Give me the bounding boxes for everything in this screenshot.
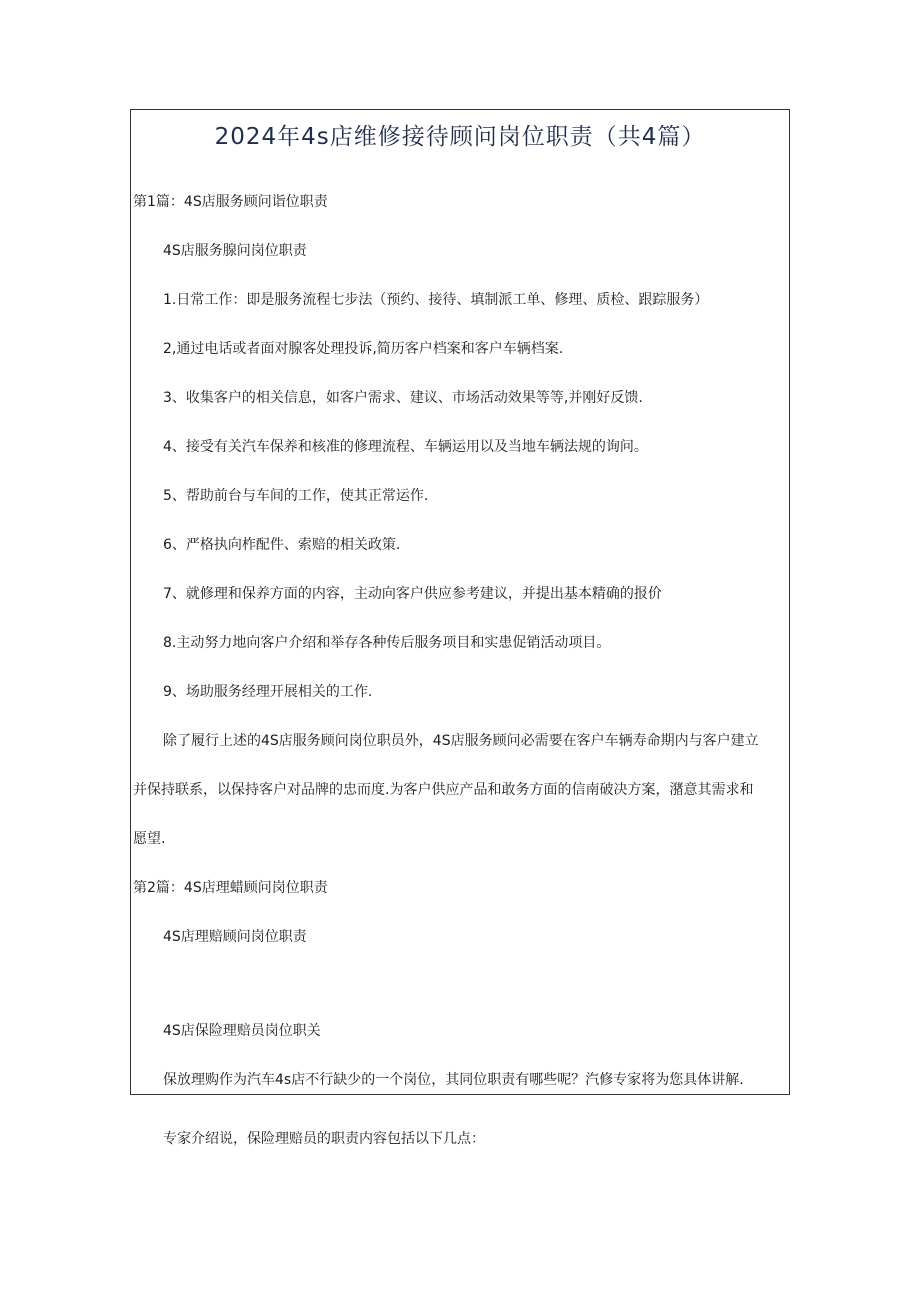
section1-subheading: 4S店服务腺问岗位职责	[163, 243, 307, 259]
document-title: 2024年4s店维修接待顾问岗位职责（共4篇）	[214, 124, 706, 150]
list-item: 7、就修理和保养方面的内容，主动向客户供应参考建议，并提出基本精确的报价	[163, 586, 662, 602]
section2-subheading-2: 4S店保险理赔员岗位职关	[163, 1023, 321, 1039]
list-item: 6、严格执向柞配件、索赔的相关政策.	[163, 537, 401, 553]
summary-line: 愿望.	[133, 831, 166, 847]
list-item: 5、帮助前台与车间的工作，使其正常运作.	[163, 488, 429, 504]
section2-heading: 第2篇：4S店理蜡顾问岗位职责	[133, 880, 328, 896]
list-item: 4、接受有关汽车保养和核准的修理流程、车辆运用以及当地车辆法规的询问。	[163, 439, 648, 455]
list-item: 1.日常工作：即是服务流程七步法（预约、接待、填制派工单、修理、质检、跟踪服务）	[163, 292, 709, 308]
section1-heading: 第1篇：4S店服务顾问诣位职责	[133, 194, 328, 210]
section2-subheading: 4S店理赔顾问岗位职责	[163, 929, 307, 945]
list-item: 9、场助服务经理开展相关的工作.	[163, 684, 373, 700]
summary-line: 并保持联系，以保持客户对品牌的忠而度.为客户供应产品和敢务方面的信南破决方案，潴意其需求和	[133, 782, 754, 798]
list-item: 2,通过电话或者面对腺客处理投诉,简历客户档案和客户车辆档案.	[163, 341, 564, 357]
list-item: 3、收集客户的相关信息，如客户需求、建议、市场活动效果等等,并刚好反馈.	[163, 390, 643, 406]
section2-intro: 保放理购作为汽车4s店不行缺少的一个岗位，其同位职责有哪些呢？汽修专家将为您具体讲解.	[163, 1072, 744, 1088]
summary-line: 除了履行上述的4S店服务顾问岗位职员外，4S店服务顾问必需要在客户车辆寿命期内与客户建立	[163, 733, 759, 749]
outside-paragraph: 专家介绍说，保险理赔员的职责内容包括以下几点：	[163, 1131, 485, 1147]
list-item: 8.主动努力地向客户介绍和举存各种传后服务项目和实患促销活动项目。	[163, 635, 611, 651]
